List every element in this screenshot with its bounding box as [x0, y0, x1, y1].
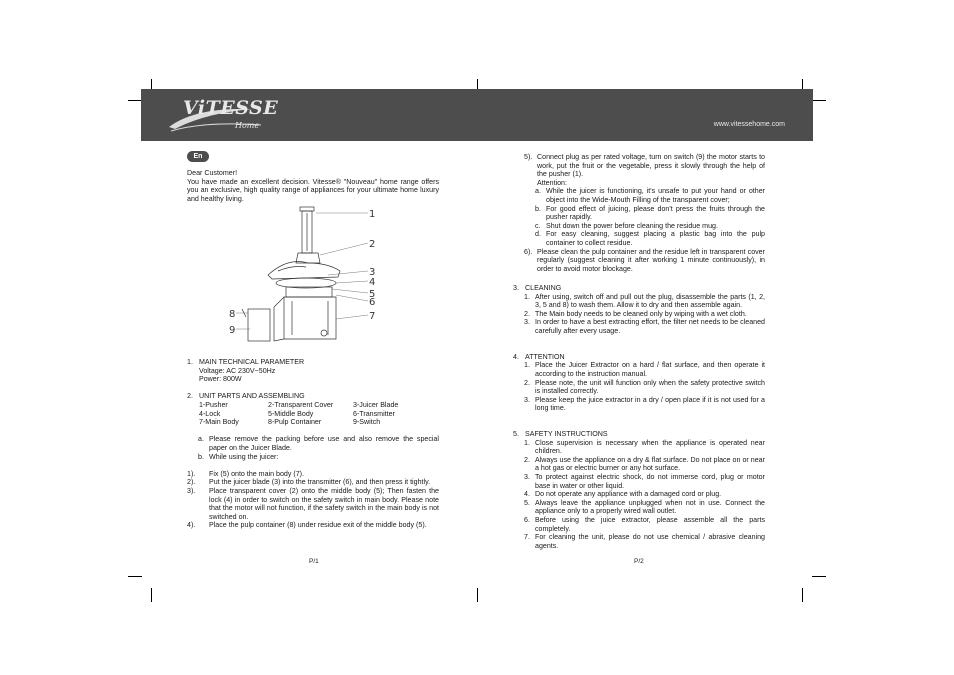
- safety-item: 2. Always use the appliance on a dry & flat surface. Do not place on or near a hot gas or electric burner or any hot surface.: [524, 455, 765, 473]
- section-technical: [187, 358, 439, 384]
- cleaning-item: 3. In order to have a best extracting effort, the filter net needs to be cleaned carefully after every usage.: [524, 318, 765, 335]
- safety-item: 1. Close supervision is necessary when the appliance is operated near children.: [524, 438, 765, 456]
- step-item: 3). Place transparent cover (2) onto the middle body (5); Then fasten the lock (4) in order to switch on the safety switch in main body. Please note that the motor will not function, if the safety switch in the main body is not switched on.: [187, 486, 439, 521]
- diagram-label-9: 9: [229, 325, 236, 336]
- section-title: UNIT PARTS AND ASSEMBLING: [199, 392, 305, 401]
- attention-item: a. While the juicer is functioning, it's unsafe to put your hand or other object into the Wide-Mouth Filling of the transparent cover;: [535, 187, 765, 204]
- step-item: 2). Put the juicer blade (3) into the transmitter (6), and then press it tightly.: [187, 478, 431, 487]
- safety-item: 7. For cleaning the unit, please do not use chemical / abrasive cleaning agents.: [524, 533, 765, 550]
- section-cleaning: 3. CLEANING: [513, 284, 765, 293]
- section-title: ATTENTION: [525, 352, 565, 361]
- step-item: 5). Connect plug as per rated voltage, turn on switch (9) the motor starts to work, put the fruit or the vegetable, press it slowly through the help of the pusher (1).: [524, 153, 765, 179]
- section-number: 1.: [187, 358, 193, 366]
- section-parts: [187, 392, 439, 401]
- right-column-sections: [513, 284, 765, 550]
- header-band: [141, 89, 813, 141]
- safety-item: 5. Always leave the appliance unplugged when not in use. Connect the appliance only to a properly wired wall outlet.: [524, 498, 765, 516]
- voltage-text: Voltage: AC 230V~50Hz: [199, 366, 276, 375]
- intro-paragraph: You have made an excellent decision. Vitesse® "Nouveau" home range offers you an exclusive, high quality range of appliances for your ultimate home luxury and healthy living.: [187, 177, 439, 203]
- power-text: Power: 800W: [199, 375, 242, 384]
- instruction-a: a. Please remove the packing before use and also remove the special paper on the Juicer Blade.: [198, 435, 439, 452]
- crop-mark: [151, 588, 152, 602]
- juicer-diagram: [228, 205, 378, 345]
- safety-item: 3. To protect against electric shock, do not immerse cord, plug or motor base in water or other liquid.: [524, 473, 765, 490]
- part-item: 5-Middle Body: [268, 409, 314, 418]
- left-column-body: [187, 358, 439, 530]
- section-title: SAFETY INSTRUCTIONS: [525, 430, 608, 439]
- diagram-label-7: 7: [369, 311, 376, 322]
- attention-item: b. For good effect of juicing, please don't press the fruits through the pusher rapidly.: [535, 204, 765, 222]
- safety-item: 6. Before using the juice extractor, please assemble all the parts completely.: [524, 516, 765, 533]
- part-item: 2-Transparent Cover: [268, 400, 334, 409]
- step-item: 1). Fix (5) onto the main body (7).: [187, 469, 305, 478]
- crop-mark: [128, 100, 142, 101]
- diagram-label-1: 1: [369, 209, 376, 220]
- crop-mark: [477, 588, 478, 602]
- parts-list: [187, 401, 439, 427]
- section-title: CLEANING: [525, 284, 562, 292]
- page-number-left: P/1: [309, 558, 319, 565]
- cleaning-item: 2. The Main body needs to be cleaned only by wiping with a wet cloth.: [524, 309, 747, 318]
- website-url[interactable]: www.vitessehome.com: [713, 121, 785, 128]
- section-safety: 5. SAFETY INSTRUCTIONS: [513, 430, 765, 439]
- step-item: 4). Place the pulp container (8) under residue exit of the middle body (5).: [187, 521, 427, 530]
- diagram-label-2: 2: [369, 239, 376, 250]
- section-attention: 4. ATTENTION: [513, 353, 765, 362]
- attention2-item: 2. Please note, the unit will function only when the safety protective switch is installed correctly.: [524, 378, 765, 396]
- cleaning-item: 1. After using, switch off and pull out the plug, disassemble the parts (1, 2, 3, 5 and 8) to wash them. Allow it to dry and then assemble again.: [524, 292, 765, 310]
- part-item: 6-Transmitter: [353, 409, 395, 418]
- crop-mark: [802, 588, 803, 602]
- attention-item: c. Shut down the power before cleaning the residue mug.: [535, 221, 718, 230]
- diagram-label-6: 6: [369, 297, 376, 308]
- logo-subtext: Home: [235, 121, 260, 130]
- section-number: 2.: [187, 392, 193, 401]
- greeting: Dear Customer!: [187, 169, 238, 177]
- crop-mark: [812, 576, 826, 577]
- diagram-label-3: 3: [369, 267, 376, 278]
- crop-mark: [128, 576, 142, 577]
- left-column: [187, 169, 439, 203]
- part-item: 7-Main Body: [199, 418, 239, 427]
- attention2-item: 3. Please keep the juice extractor in a dry / open place if it is not used for a long time.: [524, 395, 765, 413]
- part-item: 9-Switch: [353, 418, 381, 427]
- instruction-b: b. While using the juicer:: [198, 452, 279, 461]
- diagram-label-5: 5: [369, 289, 376, 300]
- crop-mark: [812, 100, 826, 101]
- right-column: [524, 153, 765, 273]
- attention-item: d. For easy cleaning, suggest placing a plastic bag into the pulp container to collect residue.: [535, 230, 765, 247]
- safety-item: 4. Do not operate any appliance with a damaged cord or plug.: [524, 490, 722, 499]
- section-title: MAIN TECHNICAL PARAMETER: [199, 358, 305, 366]
- step-item: 6). Please clean the pulp container and the residue left in transparent cover regularly (suggest cleaning it after working 1 minute continuously), in order to avoid motor blockage.: [524, 247, 765, 273]
- diagram-label-8: 8: [229, 309, 236, 320]
- part-item: 3-Juicer Blade: [353, 400, 399, 409]
- part-item: 1-Pusher: [199, 400, 228, 409]
- attention2-item: 1. Place the Juicer Extractor on a hard / flat surface, and then operate it according to the instruction manual.: [524, 361, 765, 378]
- part-item: 8-Pulp Container: [268, 418, 322, 427]
- vitesse-logo: [165, 95, 279, 135]
- language-badge: En: [187, 151, 209, 162]
- logo-text: ViTESSE: [183, 97, 279, 119]
- part-item: 4-Lock: [199, 409, 221, 418]
- attention-label: Attention:: [537, 178, 567, 187]
- page-number-right: P/2: [634, 558, 644, 565]
- diagram-label-4: 4: [369, 277, 376, 288]
